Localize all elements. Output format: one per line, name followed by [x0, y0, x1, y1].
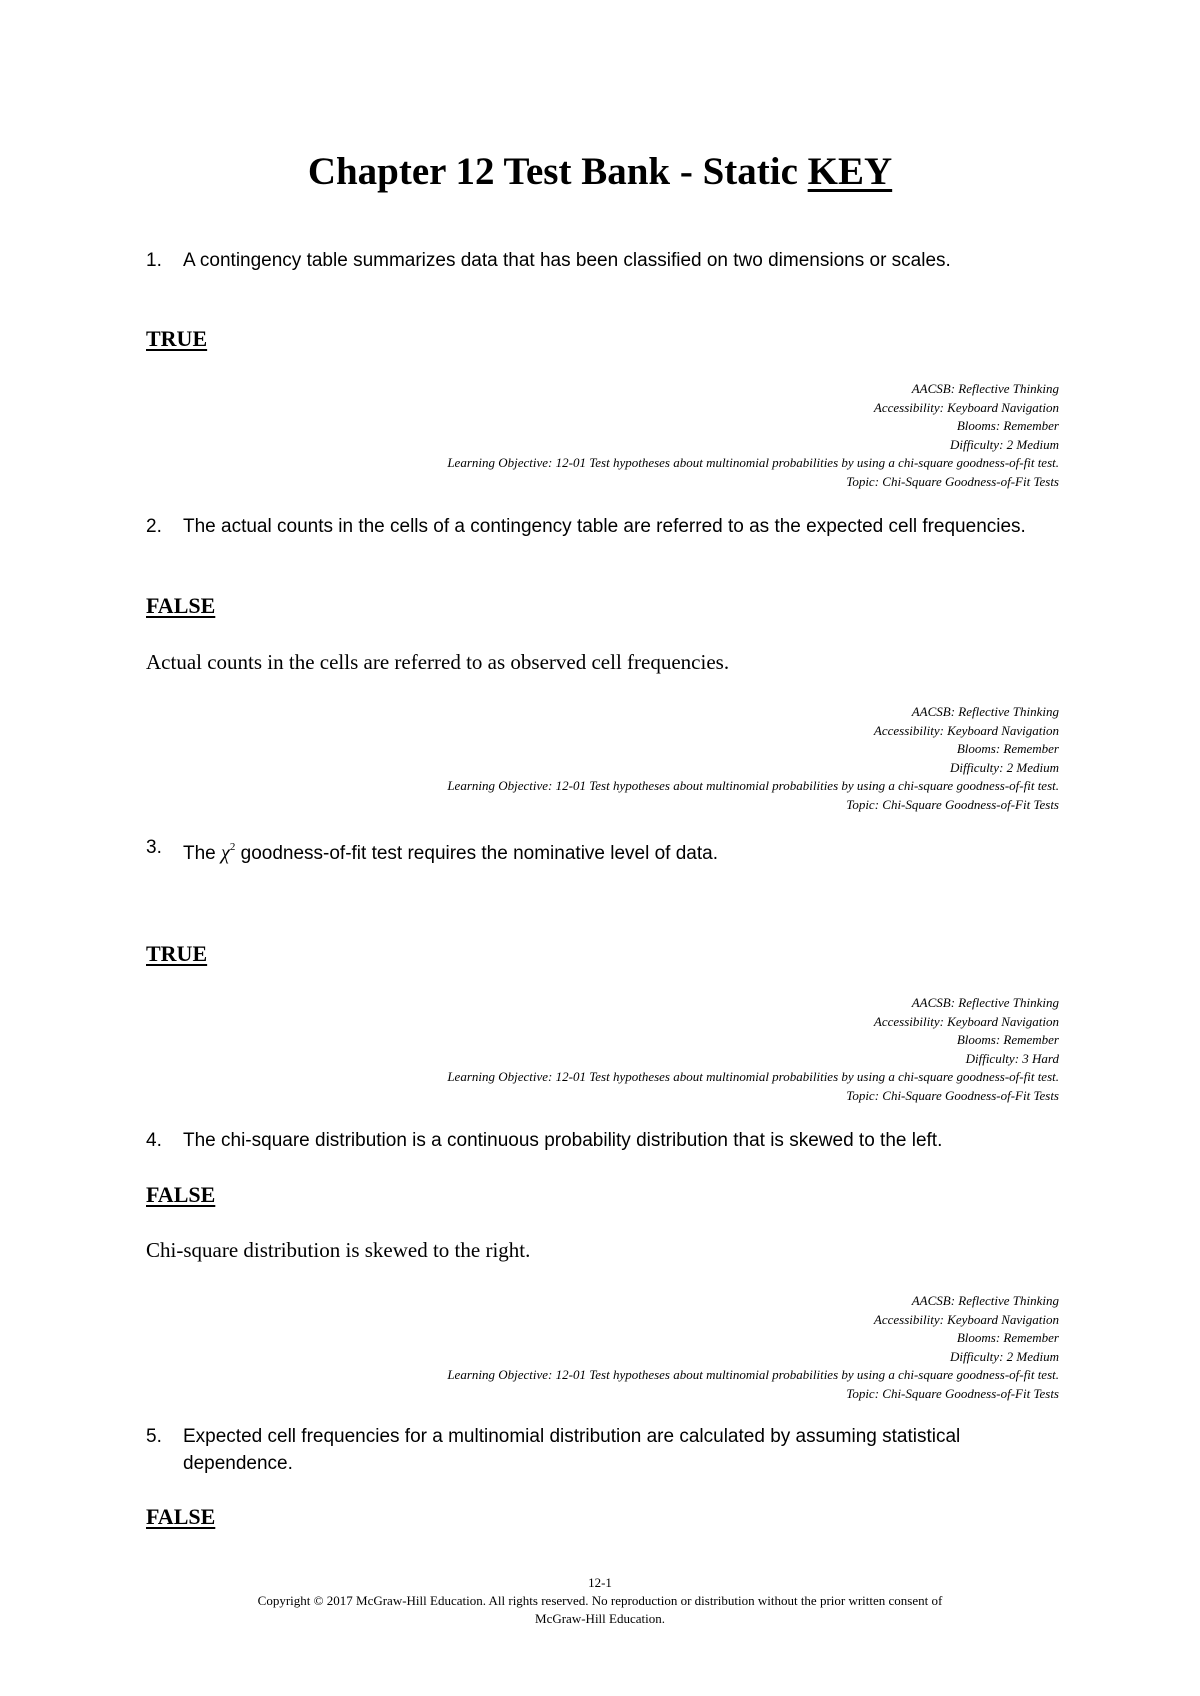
question-number: 3.: [146, 837, 162, 858]
question-number: 1.: [146, 250, 162, 271]
question-number: 5.: [146, 1426, 162, 1447]
chi-exponent: 2: [229, 841, 236, 853]
page-number: 12-1: [588, 1575, 612, 1590]
meta-accessibility: Accessibility: Keyboard Navigation: [873, 1013, 1059, 1029]
answer-5: FALSE: [146, 1504, 216, 1529]
meta-aacsb: AACSB: Reflective Thinking: [911, 995, 1059, 1010]
meta-topic: Topic: Chi-Square Goodness-of-Fit Tests: [846, 1385, 1059, 1401]
page-footer: [0, 1574, 1200, 1628]
question-text: Expected cell frequencies for a multinomial distribution are calculated by assuming statistical dependence.: [183, 1426, 961, 1474]
meta-topic: Topic: Chi-Square Goodness-of-Fit Tests: [846, 1087, 1059, 1103]
question-number: 2.: [146, 516, 162, 537]
meta-topic: Topic: Chi-Square Goodness-of-Fit Tests: [846, 473, 1059, 489]
question-text: The chi-square distribution is a continuous probability distribution that is skewed to the left.: [183, 1130, 943, 1151]
meta-objective: Learning Objective: 12-01 Test hypotheses about multinomial probabilities by using a chi-square goodness-of-fit test.: [447, 455, 1059, 471]
title-text: Chapter 12 Test Bank - Static: [307, 150, 798, 193]
meta-difficulty: Difficulty: 2 Medium: [949, 759, 1059, 775]
meta-objective: Learning Objective: 12-01 Test hypotheses about multinomial probabilities by using a chi-square goodness-of-fit test.: [447, 1069, 1059, 1085]
question-3: [146, 834, 1046, 867]
meta-block-3: [159, 994, 1059, 1106]
title-key: KEY: [807, 150, 893, 193]
meta-blooms: Blooms: Remember: [956, 418, 1059, 434]
meta-block-2: [159, 703, 1059, 815]
question-5: [146, 1423, 1046, 1477]
question-2: [146, 513, 1046, 540]
meta-difficulty: Difficulty: 2 Medium: [949, 1348, 1059, 1364]
question-number: 4.: [146, 1130, 162, 1151]
meta-aacsb: AACSB: Reflective Thinking: [911, 381, 1059, 396]
answer-2: FALSE: [146, 593, 216, 618]
meta-aacsb: AACSB: Reflective Thinking: [911, 704, 1059, 719]
question-1: [146, 247, 1046, 274]
chi-symbol: χ: [221, 842, 230, 864]
explanation-2: Actual counts in the cells are referred to as observed cell frequencies.: [146, 650, 730, 674]
meta-accessibility: Accessibility: Keyboard Navigation: [873, 1311, 1059, 1327]
answer-3: TRUE: [146, 941, 208, 966]
meta-objective: Learning Objective: 12-01 Test hypotheses about multinomial probabilities by using a chi-square goodness-of-fit test.: [447, 1367, 1059, 1383]
question-text: The actual counts in the cells of a contingency table are referred to as the expected cell frequencies.: [183, 516, 1026, 537]
meta-block-1: [159, 380, 1059, 492]
meta-topic: Topic: Chi-Square Goodness-of-Fit Tests: [846, 796, 1059, 812]
chi-square-symbol: [221, 842, 235, 864]
meta-block-4: [159, 1292, 1059, 1404]
question-text-before: The: [183, 843, 222, 864]
answer-1: TRUE: [146, 326, 208, 351]
explanation-4: Chi-square distribution is skewed to the right.: [146, 1238, 531, 1262]
meta-blooms: Blooms: Remember: [956, 741, 1059, 757]
question-text-after: goodness-of-fit test requires the nominative level of data.: [235, 843, 718, 864]
question-text: [183, 834, 1043, 867]
meta-difficulty: Difficulty: 2 Medium: [949, 436, 1059, 452]
copyright-line-2: McGraw-Hill Education.: [535, 1611, 665, 1626]
meta-aacsb: AACSB: Reflective Thinking: [911, 1293, 1059, 1308]
page-title: [0, 148, 1200, 196]
meta-accessibility: Accessibility: Keyboard Navigation: [873, 399, 1059, 415]
meta-blooms: Blooms: Remember: [956, 1330, 1059, 1346]
meta-difficulty: Difficulty: 3 Hard: [965, 1050, 1059, 1066]
meta-accessibility: Accessibility: Keyboard Navigation: [873, 722, 1059, 738]
meta-blooms: Blooms: Remember: [956, 1032, 1059, 1048]
answer-4: FALSE: [146, 1182, 216, 1207]
question-4: [146, 1127, 1046, 1154]
meta-objective: Learning Objective: 12-01 Test hypotheses about multinomial probabilities by using a chi-square goodness-of-fit test.: [447, 778, 1059, 794]
copyright-line-1: Copyright © 2017 McGraw-Hill Education. All rights reserved. No reproduction or distribution without the prior written consent of: [257, 1593, 943, 1608]
question-text: A contingency table summarizes data that has been classified on two dimensions or scales.: [183, 250, 951, 271]
